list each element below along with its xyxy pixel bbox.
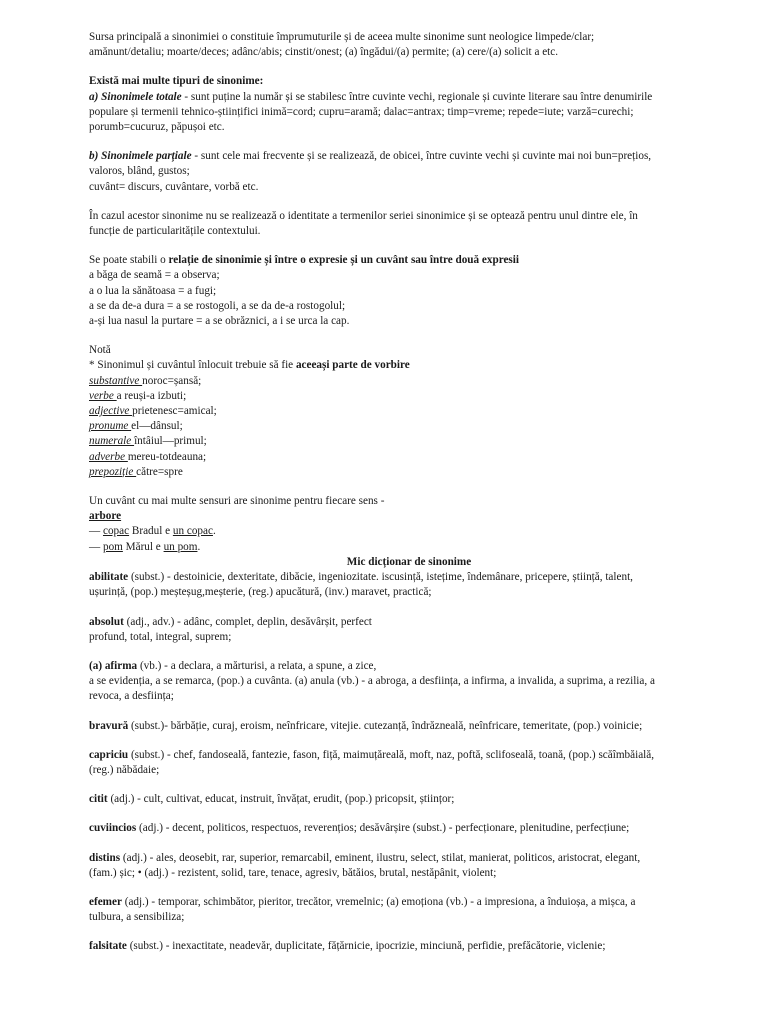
total-synonyms-line-2: populare și termenii tehnico-științifici inimă=cord; cupru=aramă; dalac=antrax; timp=vreme; repede=iute; varză=curechi; (89, 105, 634, 118)
intro-line-1: Sursa principală a sinonimiei o constituie împrumuturile și de aceea multe sinonime sunt neologice limpede/clar; (89, 31, 595, 43)
senses-example-2: — pom Mărul e un pom. (89, 540, 201, 553)
partial-synonyms-label: b) Sinonimele parțiale (89, 150, 192, 163)
nota-title: Notă (89, 344, 111, 357)
total-synonyms-line-1: a) Sinonimele totale - sunt puține la număr și se stabilesc între cuvinte vechi, regionale și cuvinte literare sau între denumirile (89, 90, 653, 103)
dictionary-entry-efemer: efemer (adj.) - temporar, schimbător, pieritor, trecător, vremelnic; (a) emoționa (vb.) - a impresiona, a înduioșa, a mișca, a tulbura, a sensibiliza; (89, 895, 636, 924)
dictionary-title: Mic dicționar de sinonime (346, 555, 472, 568)
relation-example-4: a-și lua nasul la purtare = a se obrăznici, a i se urca la cap. (89, 315, 350, 328)
intro-line-2: amănunt/detaliu; moarte/deces; adânc/abis; cinstit/onest; (a) îngădui/(a) permite; (a) cere/(a) solicit a etc. (89, 46, 559, 59)
partial-synonyms-line-2: valoros, blând, gustos; (89, 165, 190, 178)
dictionary-entry-distins: distins (adj.) - ales, deosebit, rar, superior, remarcabil, eminent, ilustru, select, stilat, manierat, politicos, aristocrat, elegant, (fam.) șic; • (adj.) - rezistent, solid, tare, tenace, agresiv, bătăios, brutal, nestăpânit, violent; (89, 851, 641, 879)
dictionary-entry-abilitate: abilitate (subst.) - destoinicie, dexteritate, dibăcie, ingeniozitate. iscusință, istețime, îndemânare, pricepere, știință, talent, ușurință, (pop.) meșteșug,meșterie, (reg.) apucătură, (inv.) maravet, practică; (89, 571, 633, 599)
nota-item: verbe a reuși-a izbuti; (89, 389, 187, 402)
context-line-2: funcție de particularitățile contextului. (89, 225, 261, 238)
senses-word: arbore (89, 510, 122, 523)
dictionary-entry-capriciu: capriciu (subst.) - chef, fandoseală, fantezie, fason, fiță, maimuțăreală, moft, naz, poftă, sclifoseală, toană, (pop.) scăîmbăială, (reg.) năbădaie; (89, 748, 655, 776)
nota-item: prepoziție către=spre (89, 465, 183, 478)
dictionary-entry-absolut: absolut (adj., adv.) - adânc, complet, deplin, desăvârșit, perfect profund, total, integral, suprem; (89, 615, 372, 643)
relation-example-1: a băga de seamă = a observa; (89, 269, 220, 282)
relation-example-2: a o lua la sănătoasa = a fugi; (89, 284, 217, 297)
relation-heading: Se poate stabili o relație de sinonimie și între o expresie și un cuvânt sau între două expresii (89, 254, 519, 267)
partial-synonyms-line-3: cuvânt= discurs, cuvântare, vorbă etc. (89, 180, 259, 193)
nota-item: substantive noroc=șansă; (89, 374, 202, 387)
senses-intro: Un cuvânt cu mai multe sensuri are sinonime pentru fiecare sens - (89, 495, 385, 508)
nota-rule: * Sinonimul și cuvântul înlocuit trebuie să fie aceeași parte de vorbire (89, 359, 410, 372)
dictionary-entry-falsitate: falsitate (subst.) - inexactitate, neadevăr, duplicitate, fățărnicie, ipocrizie, minciună, perfidie, prefăcătorie, viclenie; (89, 940, 606, 953)
nota-item: numerale întâiul—primul; (89, 435, 207, 448)
dictionary-entry-citit: citit (adj.) - cult, cultivat, educat, instruit, învățat, erudit, (pop.) pricopsit, științor; (89, 793, 455, 806)
types-heading: Există mai multe tipuri de sinonime: (89, 75, 264, 88)
nota-item: adverbe mereu-totdeauna; (89, 450, 207, 463)
context-line-1: În cazul acestor sinonime nu se realizează o identitate a termenilor seriei sinonimice și se optează pentru unul dintre ele, în (89, 209, 638, 222)
dictionary-entry-cuviincios: cuviincios (adj.) - decent, politicos, respectuos, reverențios; desăvârșire (subst.) - perfecționare, plenitudine, perfecțiune; (89, 822, 630, 835)
total-synonyms-line-3: porumb=cucuruz, păpușoi etc. (89, 121, 225, 134)
total-synonyms-label: a) Sinonimele totale (89, 90, 182, 103)
dictionary-entries (89, 570, 729, 954)
relation-example-3: a se da de-a dura = a se rostogoli, a se da de-a rostogolul; (89, 299, 346, 312)
nota-item: pronume el—dânsul; (89, 420, 183, 433)
partial-synonyms-line-1: b) Sinonimele parțiale - sunt cele mai frecvente și se realizează, de obicei, între cuvinte vechi și cuvinte mai noi bun=prețios, (89, 150, 652, 163)
dictionary-entry-afirma: (a) afirma (vb.) - a declara, a mărturisi, a relata, a spune, a zice, a se evidenția, a se remarca, (pop.) a cuvânta. (a) anula (vb.) - a abroga, a desființa, a infirma, a invalida, a suprima, a rezilia, a revoca, a desființa; (89, 659, 655, 703)
nota-item: adjective prietenesc=amical; (89, 405, 217, 418)
senses-example-1: — copac Bradul e un copac. (89, 525, 216, 538)
dictionary-entry-bravura: bravură (subst.)- bărbăție, curaj, eroism, neînfricare, vitejie. cutezanță, îndrăzneală, neînfricare, temeritate, (pop.) voinicie; (89, 719, 643, 732)
document-page (89, 30, 729, 969)
